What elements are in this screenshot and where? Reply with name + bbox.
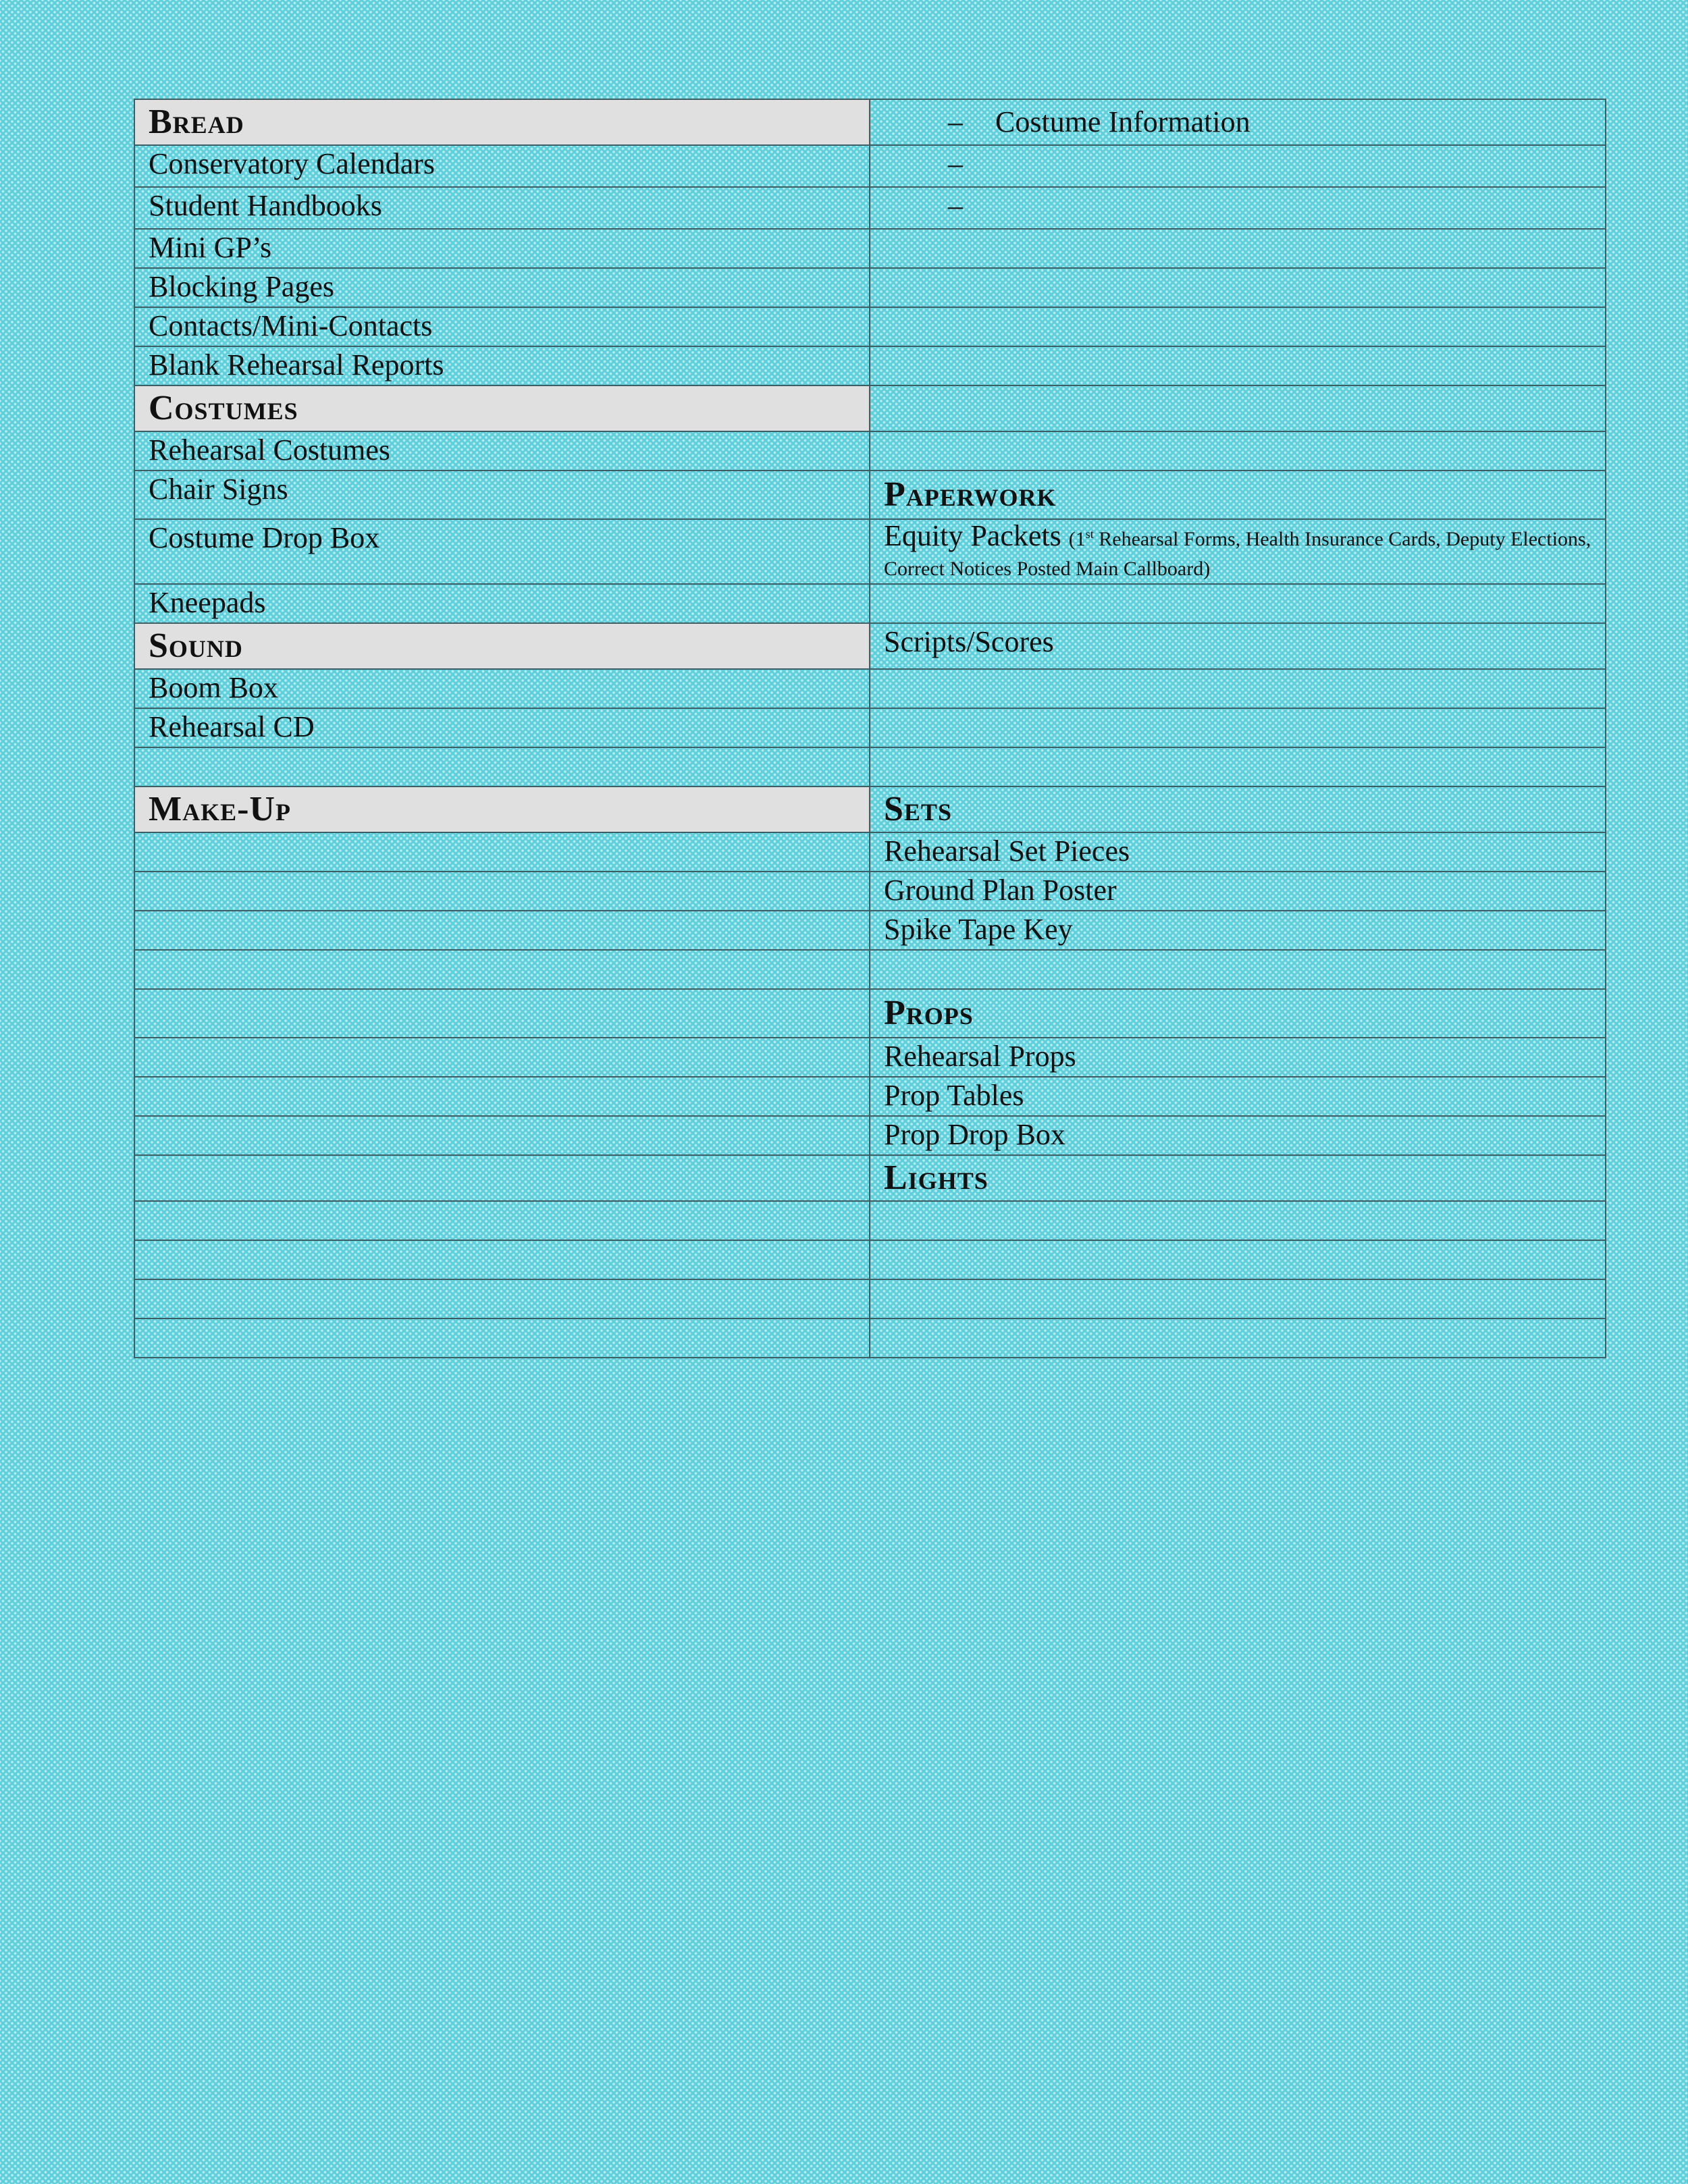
section-header-costumes bbox=[134, 385, 870, 431]
section-heading: Costumes bbox=[149, 389, 298, 427]
table-row bbox=[134, 385, 1606, 431]
section-header-sound bbox=[134, 623, 870, 669]
table-row bbox=[134, 1038, 1606, 1077]
table-row bbox=[134, 623, 1606, 669]
empty-cell bbox=[134, 1201, 870, 1240]
section-heading: Sound bbox=[149, 627, 243, 665]
dash-bullet: – bbox=[948, 147, 963, 180]
section-header-props bbox=[870, 989, 1606, 1038]
table-row bbox=[134, 99, 1606, 145]
list-item: Spike Tape Key bbox=[870, 911, 1606, 950]
section-heading: Lights bbox=[884, 1158, 988, 1197]
empty-cell bbox=[870, 346, 1606, 385]
list-item: Kneepads bbox=[134, 584, 870, 623]
list-item: Rehearsal Costumes bbox=[134, 431, 870, 471]
list-item: Costume Drop Box bbox=[134, 519, 870, 584]
list-item: Conservatory Calendars bbox=[134, 145, 870, 187]
section-header-lights bbox=[870, 1155, 1606, 1201]
empty-cell bbox=[870, 268, 1606, 307]
empty-cell bbox=[134, 872, 870, 911]
empty-cell bbox=[870, 584, 1606, 623]
table-row bbox=[134, 1201, 1606, 1240]
list-item: Contacts/Mini-Contacts bbox=[134, 307, 870, 346]
section-header-makeup bbox=[134, 787, 870, 832]
list-item: Blocking Pages bbox=[134, 268, 870, 307]
list-item: Prop Drop Box bbox=[870, 1116, 1606, 1155]
list-item: Chair Signs bbox=[134, 471, 870, 519]
table-row bbox=[134, 519, 1606, 584]
empty-cell bbox=[134, 1116, 870, 1155]
list-item: Rehearsal Set Pieces bbox=[870, 832, 1606, 872]
table-row bbox=[134, 471, 1606, 519]
table-row bbox=[134, 187, 1606, 229]
table-row bbox=[134, 832, 1606, 872]
empty-cell bbox=[870, 307, 1606, 346]
empty-cell bbox=[134, 1077, 870, 1116]
section-header-bread bbox=[134, 99, 870, 145]
table-row bbox=[134, 431, 1606, 471]
table-row bbox=[134, 145, 1606, 187]
dash-bullet: – bbox=[948, 189, 963, 222]
table-row bbox=[134, 229, 1606, 268]
table-row bbox=[134, 872, 1606, 911]
empty-cell bbox=[870, 669, 1606, 708]
empty-cell bbox=[870, 1201, 1606, 1240]
table-row bbox=[134, 307, 1606, 346]
equity-packets-label: Equity Packets bbox=[884, 519, 1061, 552]
section-heading: Make-Up bbox=[149, 790, 291, 828]
empty-cell bbox=[134, 1319, 870, 1358]
section-heading: Paperwork bbox=[884, 475, 1057, 514]
empty-cell bbox=[134, 832, 870, 872]
empty-cell bbox=[134, 911, 870, 950]
empty-cell bbox=[134, 950, 870, 989]
table-row bbox=[134, 1116, 1606, 1155]
table-row bbox=[134, 669, 1606, 708]
section-header-paperwork bbox=[870, 471, 1606, 519]
empty-cell bbox=[870, 747, 1606, 787]
table-row bbox=[134, 1240, 1606, 1279]
table-row bbox=[134, 584, 1606, 623]
list-item: Rehearsal CD bbox=[134, 708, 870, 747]
empty-cell bbox=[870, 1240, 1606, 1279]
empty-cell bbox=[870, 1319, 1606, 1358]
empty-cell bbox=[870, 229, 1606, 268]
table-row bbox=[134, 911, 1606, 950]
list-item: Boom Box bbox=[134, 669, 870, 708]
checklist-table bbox=[134, 99, 1606, 1358]
empty-cell bbox=[870, 1279, 1606, 1319]
dash-bullet: – bbox=[948, 105, 963, 138]
table-row bbox=[134, 747, 1606, 787]
empty-cell bbox=[870, 431, 1606, 471]
list-item bbox=[870, 145, 1606, 187]
list-item: Prop Tables bbox=[870, 1077, 1606, 1116]
equity-packets-cell bbox=[870, 519, 1606, 584]
empty-cell bbox=[134, 747, 870, 787]
empty-cell bbox=[134, 1279, 870, 1319]
table-row bbox=[134, 1155, 1606, 1201]
empty-cell bbox=[870, 385, 1606, 431]
table-row bbox=[134, 989, 1606, 1038]
list-item: Rehearsal Props bbox=[870, 1038, 1606, 1077]
empty-cell bbox=[134, 1155, 870, 1201]
empty-cell bbox=[134, 1038, 870, 1077]
table-row bbox=[134, 950, 1606, 989]
table-row bbox=[134, 787, 1606, 832]
table-row bbox=[134, 1279, 1606, 1319]
list-item: Blank Rehearsal Reports bbox=[134, 346, 870, 385]
table-row bbox=[134, 268, 1606, 307]
list-item: Ground Plan Poster bbox=[870, 872, 1606, 911]
empty-cell bbox=[870, 708, 1606, 747]
table-row bbox=[134, 708, 1606, 747]
empty-cell bbox=[134, 989, 870, 1038]
list-item: Student Handbooks bbox=[134, 187, 870, 229]
section-heading: Props bbox=[884, 994, 974, 1032]
table-row bbox=[134, 1319, 1606, 1358]
costume-information-cell bbox=[870, 99, 1606, 145]
empty-cell bbox=[134, 1240, 870, 1279]
table-row bbox=[134, 1077, 1606, 1116]
section-heading: Bread bbox=[149, 103, 244, 141]
list-item bbox=[870, 187, 1606, 229]
costume-information-label: Costume Information bbox=[995, 105, 1250, 138]
list-item: Scripts/Scores bbox=[870, 623, 1606, 669]
table-row bbox=[134, 346, 1606, 385]
list-item: Mini GP’s bbox=[134, 229, 870, 268]
empty-cell bbox=[870, 950, 1606, 989]
section-heading: Sets bbox=[884, 790, 952, 828]
section-header-sets bbox=[870, 787, 1606, 832]
equity-packets-note: (1st Rehearsal Forms, Health Insurance Cards, Deputy Elections, Correct Notices Posted Main Callboard) bbox=[884, 527, 1591, 580]
